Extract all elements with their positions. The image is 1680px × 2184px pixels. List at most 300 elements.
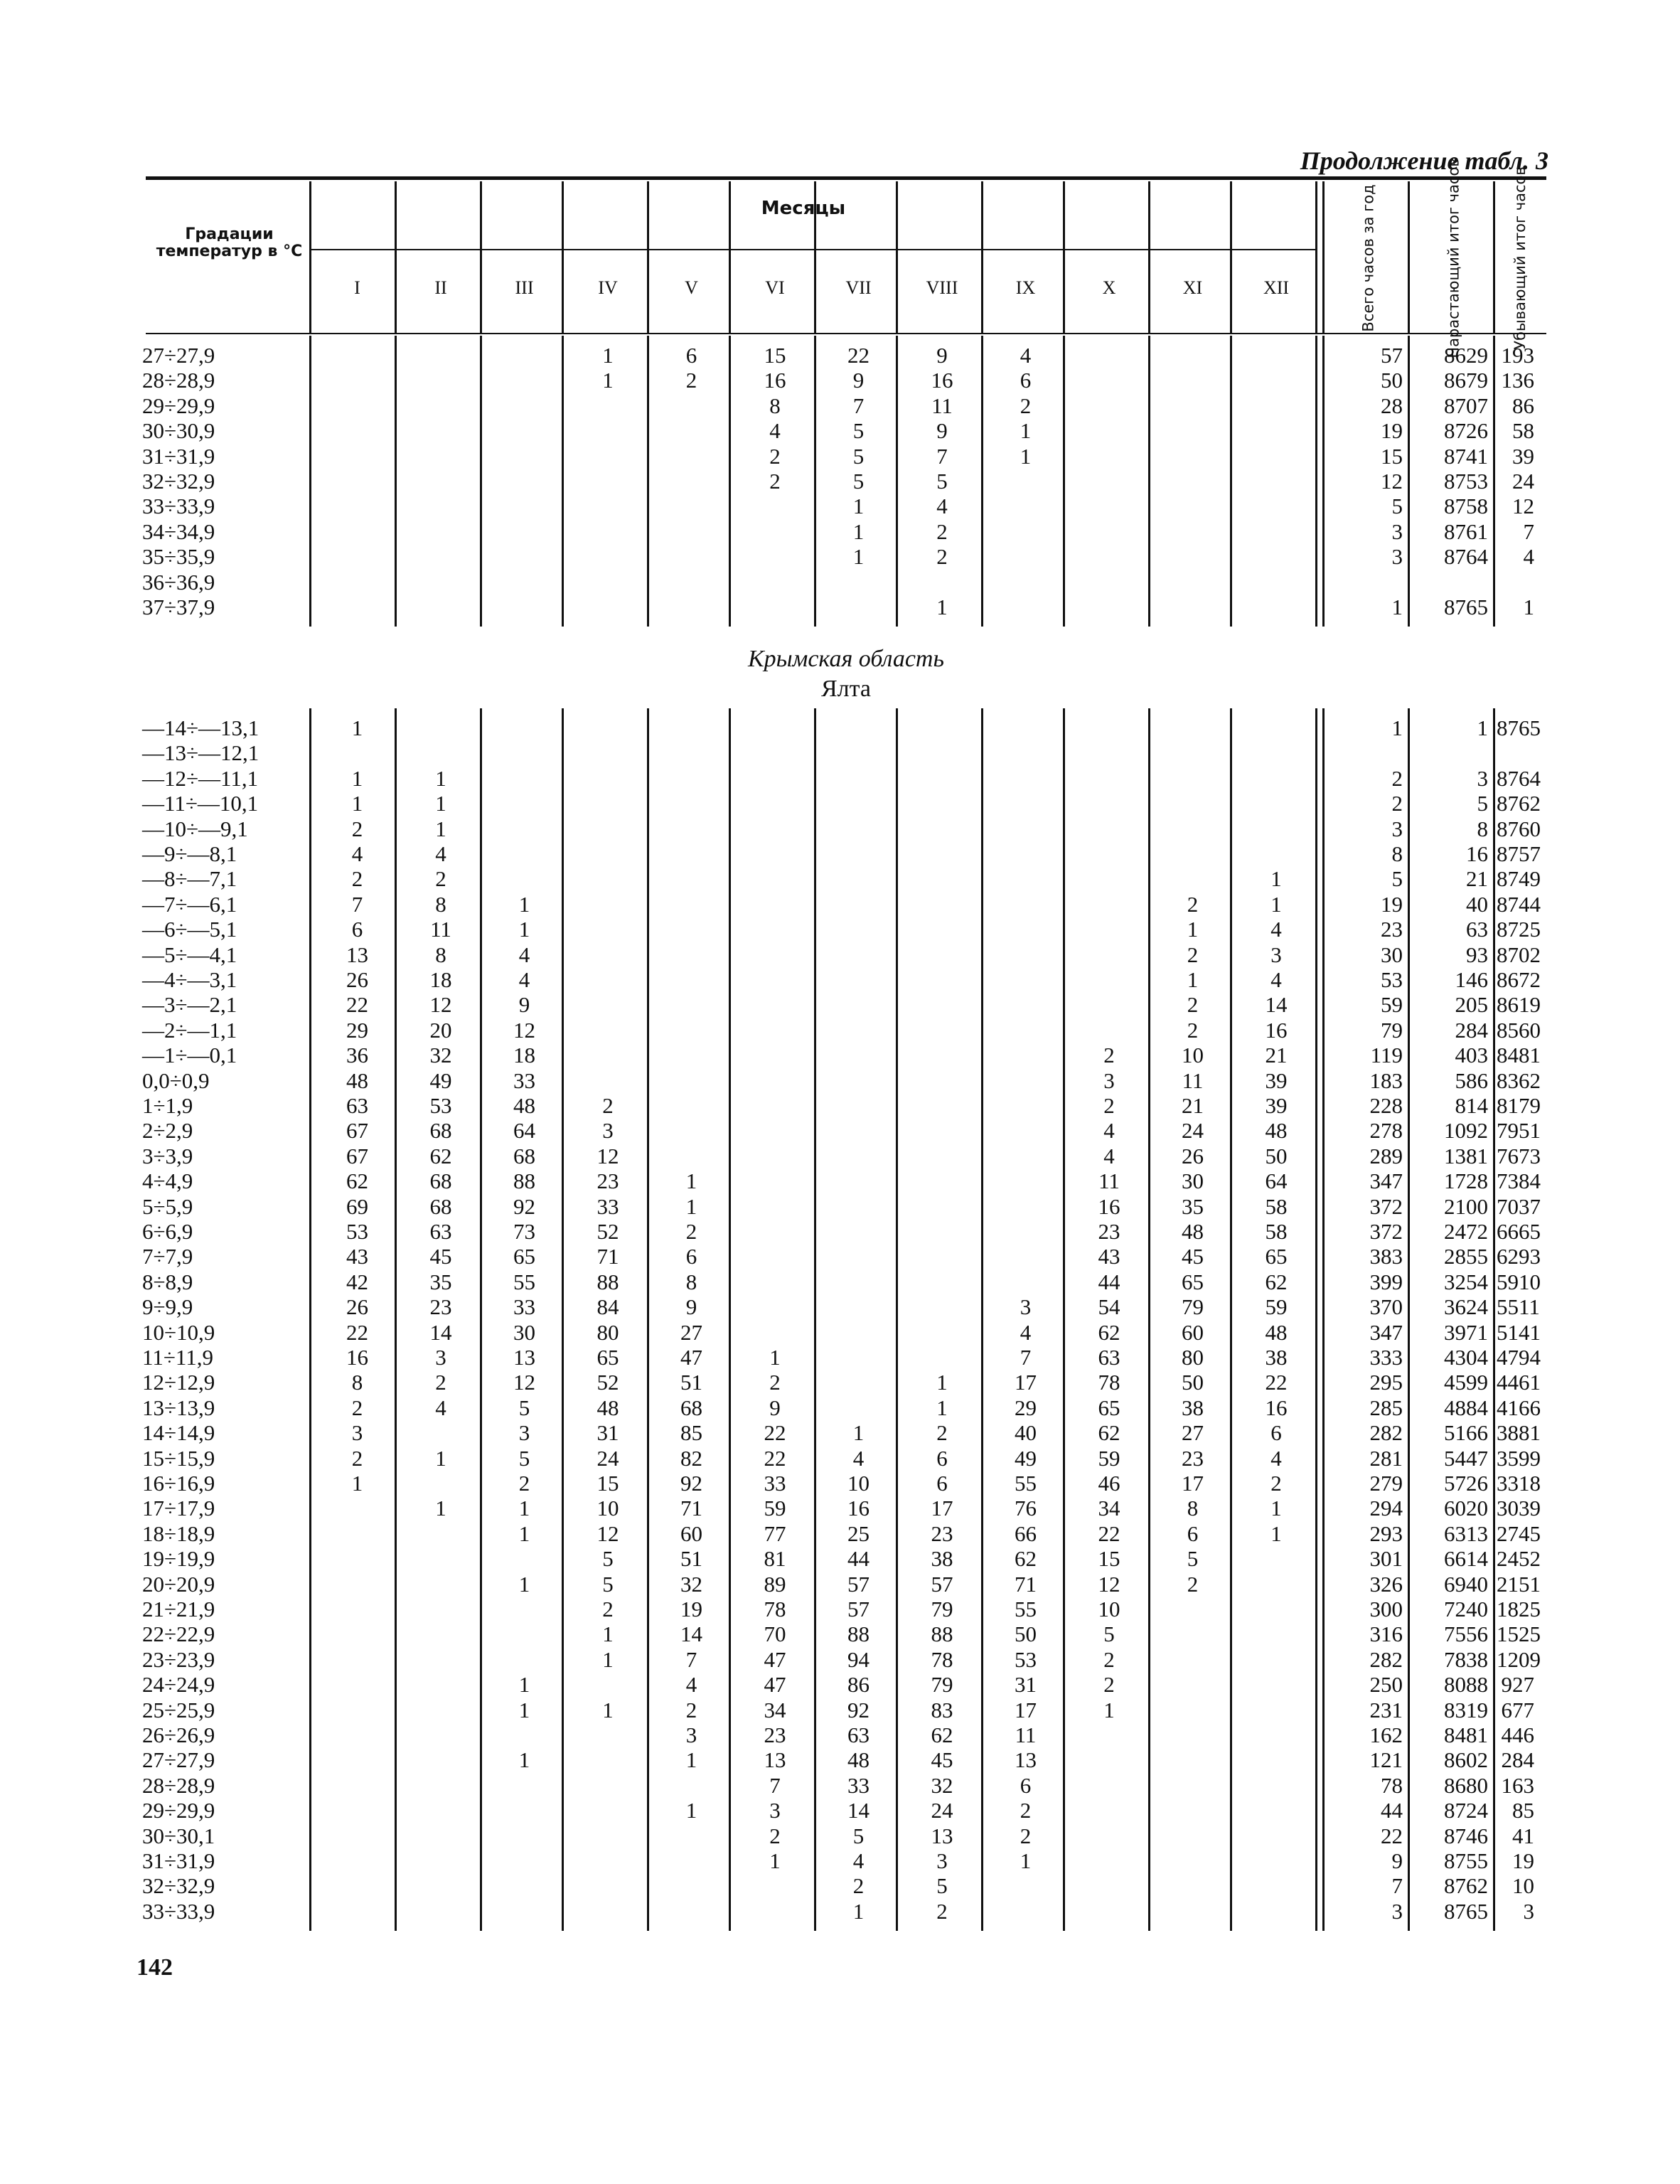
total-cell: 119 — [1370, 1043, 1403, 1068]
gradation-cell: 12÷12,9 — [142, 1370, 215, 1395]
month-value-cell: 3 — [351, 1420, 363, 1446]
cum-cell: 8755 — [1444, 1848, 1488, 1873]
month-value-cell: 76 — [1015, 1496, 1037, 1521]
month-value-cell: 48 — [1265, 1319, 1288, 1345]
month-value-cell — [316, 1798, 398, 1823]
month-value-cell: 2 — [685, 368, 697, 393]
total-cell — [1326, 570, 1403, 595]
dec-cell — [1497, 740, 1534, 765]
cum-cell — [1411, 570, 1488, 595]
month-value-cell — [1152, 715, 1234, 740]
month-value-cell: 18 — [429, 967, 452, 992]
gradation-cell: —7÷—6,1 — [142, 891, 237, 917]
month-value-cell — [316, 343, 398, 368]
gradation-cell: 5÷5,9 — [142, 1193, 193, 1219]
month-value-cell — [732, 1873, 818, 1898]
total-cell: 162 — [1369, 1722, 1403, 1747]
total-cell: 372 — [1369, 1219, 1403, 1244]
month-value-cell: 1 — [351, 791, 363, 816]
dec-cell: 7673 — [1497, 1143, 1541, 1168]
gradation-cell: 30÷30,1 — [142, 1823, 215, 1848]
month-value-cell — [1152, 494, 1234, 518]
dec-cell: 4794 — [1497, 1345, 1541, 1370]
month-value-cell: 47 — [764, 1646, 786, 1672]
month-value-cell: 2 — [1103, 1043, 1115, 1068]
total-cell: 383 — [1369, 1244, 1403, 1269]
month-value-cell — [1066, 444, 1152, 469]
month-value-cell: 78 — [764, 1597, 786, 1621]
month-value-cell — [985, 1068, 1066, 1093]
month-value-cell: 33 — [764, 1471, 786, 1496]
month-value-cell: 71 — [1015, 1571, 1037, 1597]
month-value-cell — [985, 892, 1066, 917]
month-value-cell — [1066, 1747, 1152, 1772]
total-cell: 19 — [1381, 418, 1403, 444]
month-value-cell — [732, 892, 818, 917]
month-value-cell — [1066, 368, 1152, 393]
month-value-cell — [565, 1873, 651, 1898]
month-value-cell — [565, 570, 651, 595]
gradation-cell: 28÷28,9 — [142, 368, 215, 393]
month-value-cell — [985, 1194, 1066, 1219]
month-value-cell — [565, 866, 651, 891]
month-value-cell: 79 — [1182, 1294, 1204, 1320]
month-value-cell — [899, 1320, 985, 1345]
total-cell: 22 — [1381, 1823, 1403, 1848]
month-value-cell: 53 — [346, 1219, 368, 1244]
dec-cell: 3 — [1523, 1898, 1534, 1924]
month-value-cell: 69 — [346, 1193, 368, 1219]
month-value-cell: 2 — [769, 1370, 781, 1395]
month-value-cell: 13 — [764, 1747, 786, 1773]
header-col-divider — [1315, 181, 1317, 334]
month-value-cell — [565, 444, 651, 469]
month-value-cell — [398, 1572, 483, 1597]
month-value-cell — [1234, 368, 1319, 393]
dec-cell: 3039 — [1497, 1496, 1541, 1521]
dec-cell: 4461 — [1497, 1370, 1541, 1395]
month-value-cell — [1234, 418, 1319, 443]
month-value-cell: 2 — [1187, 891, 1199, 917]
month-value-cell — [316, 1597, 398, 1621]
total-cell: 12 — [1381, 469, 1403, 494]
month-value-cell: 89 — [764, 1571, 786, 1597]
dec-cell: 10 — [1512, 1873, 1534, 1899]
month-value-cell — [651, 595, 732, 619]
month-value-cell — [899, 1269, 985, 1294]
dec-cell: 86 — [1512, 393, 1534, 418]
dec-cell: 7037 — [1497, 1193, 1541, 1219]
dec-cell: 8672 — [1497, 967, 1541, 992]
month-value-cell — [899, 967, 985, 992]
month-value-cell — [1152, 519, 1234, 544]
month-value-cell — [732, 1899, 818, 1924]
month-value-cell — [899, 791, 985, 816]
month-value-cell: 7 — [351, 891, 363, 917]
month-value-cell — [398, 1647, 483, 1672]
month-value-cell — [732, 740, 818, 765]
month-value-cell: 14 — [680, 1621, 702, 1647]
month-value-cell: 51 — [680, 1370, 702, 1395]
month-value-cell — [818, 1018, 899, 1043]
dec-cell: 3318 — [1497, 1471, 1541, 1496]
month-value-cell — [483, 791, 565, 816]
month-value-cell — [398, 1848, 483, 1873]
month-value-cell: 32 — [429, 1043, 452, 1068]
month-value-cell — [565, 1823, 651, 1848]
month-value-cell: 1 — [852, 544, 865, 570]
total-cell: 347 — [1369, 1319, 1403, 1345]
month-value-cell — [651, 1823, 732, 1848]
gradation-cell: 24÷24,9 — [142, 1672, 215, 1698]
month-value-cell: 8 — [685, 1269, 697, 1294]
month-value-cell — [1152, 791, 1234, 816]
month-value-cell — [985, 1043, 1066, 1067]
month-value-cell — [1234, 444, 1319, 469]
month-value-cell — [732, 1294, 818, 1319]
month-value-cell — [1066, 866, 1152, 891]
month-value-cell — [985, 1244, 1066, 1269]
month-value-cell: 2 — [1187, 1571, 1199, 1597]
month-value-cell: 22 — [847, 343, 870, 368]
month-value-cell — [899, 1043, 985, 1067]
month-value-cell — [1066, 1798, 1152, 1823]
dec-cell: 5511 — [1497, 1294, 1540, 1320]
month-header: XI — [1182, 277, 1203, 298]
month-value-cell: 2 — [1020, 393, 1032, 418]
month-value-cell — [1152, 570, 1234, 595]
gradation-cell: —8÷—7,1 — [142, 866, 237, 892]
month-value-cell: 16 — [1098, 1193, 1120, 1219]
month-value-cell — [985, 766, 1066, 791]
month-value-cell — [985, 469, 1066, 494]
month-value-cell — [1066, 1773, 1152, 1798]
month-value-cell — [565, 992, 651, 1017]
dec-cell: 8481 — [1497, 1043, 1541, 1068]
month-value-cell — [1066, 393, 1152, 418]
gradation-cell: 0,0÷0,9 — [142, 1067, 210, 1093]
month-value-cell: 8 — [1187, 1496, 1199, 1521]
total-cell: 1 — [1391, 715, 1403, 740]
month-value-cell — [483, 393, 565, 418]
month-value-cell: 4 — [852, 1445, 865, 1471]
month-value-cell: 14 — [1265, 992, 1288, 1018]
month-value-cell: 4 — [351, 841, 363, 866]
cum-cell: 8746 — [1444, 1823, 1488, 1848]
col-divider — [1408, 336, 1410, 627]
month-value-cell — [818, 1244, 899, 1269]
month-value-cell: 14 — [429, 1319, 452, 1345]
month-value-cell — [483, 1798, 565, 1823]
month-value-cell: 33 — [596, 1193, 619, 1219]
dec-cell: 163 — [1501, 1772, 1534, 1798]
dec-cell: 1209 — [1497, 1646, 1541, 1672]
decreasing-header-text: Убывающий итог часов — [1511, 166, 1529, 350]
month-value-cell — [1234, 1899, 1319, 1924]
month-value-cell — [1234, 1798, 1319, 1823]
cum-cell: 2472 — [1444, 1219, 1488, 1244]
month-value-cell — [985, 494, 1066, 518]
month-value-cell: 17 — [931, 1496, 953, 1521]
month-value-cell: 1 — [351, 1471, 363, 1496]
month-value-cell — [899, 1168, 985, 1193]
month-value-cell — [899, 1144, 985, 1168]
month-value-cell — [1152, 1798, 1234, 1823]
month-value-cell: 32 — [680, 1571, 702, 1597]
month-value-cell: 4 — [1270, 967, 1282, 992]
month-value-cell: 1 — [1270, 1496, 1282, 1521]
month-value-cell: 39 — [1265, 1067, 1288, 1093]
gradation-cell: 27÷27,9 — [142, 343, 215, 368]
month-value-cell — [1066, 917, 1152, 942]
dec-cell: 8179 — [1497, 1093, 1541, 1118]
month-value-cell: 65 — [596, 1345, 619, 1370]
month-value-cell: 23 — [596, 1168, 619, 1194]
month-value-cell — [398, 740, 483, 765]
month-value-cell — [316, 418, 398, 443]
dec-cell: 39 — [1512, 443, 1534, 469]
month-value-cell: 3 — [518, 1420, 530, 1446]
month-value-cell — [1234, 595, 1319, 619]
month-value-cell: 62 — [931, 1722, 953, 1747]
month-value-cell: 83 — [931, 1697, 953, 1722]
dec-cell: 1 — [1523, 595, 1534, 619]
month-value-cell — [565, 1018, 651, 1043]
month-value-cell — [398, 418, 483, 443]
month-value-cell — [899, 1294, 985, 1319]
gradation-cell: 23÷23,9 — [142, 1646, 215, 1672]
gradation-cell: 35÷35,9 — [142, 544, 215, 570]
month-value-cell — [818, 1068, 899, 1093]
month-value-cell: 79 — [931, 1672, 953, 1698]
month-value-cell — [899, 570, 985, 595]
month-value-cell: 25 — [847, 1520, 870, 1546]
gradation-cell: —5÷—4,1 — [142, 942, 237, 967]
month-value-cell: 67 — [346, 1118, 368, 1144]
gradation-cell: 18÷18,9 — [142, 1520, 215, 1546]
month-value-cell: 92 — [847, 1697, 870, 1722]
cum-cell — [1411, 740, 1488, 765]
month-value-cell: 4 — [1103, 1143, 1115, 1168]
cum-cell: 1728 — [1444, 1168, 1488, 1194]
month-value-cell: 5 — [1103, 1621, 1115, 1647]
month-value-cell: 26 — [346, 967, 368, 992]
month-value-cell — [398, 570, 483, 595]
month-value-cell — [1234, 1672, 1319, 1697]
month-value-cell — [1152, 1722, 1234, 1747]
gradation-cell: 4÷4,9 — [142, 1168, 193, 1194]
month-value-cell: 10 — [1098, 1597, 1120, 1621]
month-value-cell — [732, 1093, 818, 1118]
month-value-cell — [1234, 544, 1319, 569]
total-cell: 372 — [1369, 1193, 1403, 1219]
month-value-cell: 22 — [764, 1420, 786, 1446]
months-header: Месяцы — [761, 198, 846, 219]
header-col-divider — [1322, 181, 1325, 334]
cum-cell: 586 — [1455, 1067, 1488, 1093]
month-value-cell: 62 — [1098, 1319, 1120, 1345]
month-value-cell — [316, 1873, 398, 1898]
month-value-cell: 13 — [931, 1823, 953, 1848]
month-value-cell — [1066, 595, 1152, 619]
month-value-cell: 53 — [1015, 1646, 1037, 1672]
month-value-cell — [985, 1269, 1066, 1294]
month-value-cell: 80 — [1182, 1345, 1204, 1370]
month-value-cell: 1 — [936, 1395, 948, 1420]
dec-cell: 24 — [1512, 469, 1534, 494]
month-value-cell — [651, 1068, 732, 1093]
month-value-cell: 62 — [1265, 1269, 1288, 1294]
cum-cell: 8758 — [1444, 494, 1488, 519]
month-value-cell — [316, 368, 398, 393]
month-value-cell — [818, 740, 899, 765]
month-value-cell: 55 — [1015, 1597, 1037, 1621]
month-value-cell — [985, 917, 1066, 942]
cum-cell: 6614 — [1444, 1546, 1488, 1572]
gradation-cell: 20÷20,9 — [142, 1571, 215, 1597]
month-value-cell — [398, 1672, 483, 1697]
month-value-cell: 4 — [685, 1672, 697, 1698]
month-value-cell — [483, 343, 565, 368]
month-value-cell: 1 — [602, 1697, 614, 1722]
month-value-cell: 47 — [764, 1672, 786, 1698]
month-value-cell: 11 — [1015, 1722, 1037, 1747]
month-value-cell: 68 — [429, 1193, 452, 1219]
month-value-cell — [818, 1370, 899, 1395]
month-value-cell: 19 — [680, 1597, 702, 1621]
cum-cell: 8724 — [1444, 1798, 1488, 1823]
month-value-cell: 7 — [1020, 1345, 1032, 1370]
month-value-cell — [1152, 1597, 1234, 1621]
month-value-cell — [899, 1018, 985, 1043]
month-value-cell: 59 — [1265, 1294, 1288, 1320]
month-value-cell — [1152, 1672, 1234, 1697]
month-value-cell: 16 — [346, 1345, 368, 1370]
month-value-cell — [985, 942, 1066, 967]
month-value-cell — [651, 1873, 732, 1898]
month-value-cell: 4 — [518, 967, 530, 992]
month-value-cell: 31 — [596, 1420, 619, 1446]
month-value-cell: 4 — [1270, 1445, 1282, 1471]
month-value-cell: 81 — [764, 1546, 786, 1572]
month-value-cell — [316, 1572, 398, 1597]
month-value-cell — [316, 469, 398, 494]
month-value-cell — [1234, 469, 1319, 494]
month-value-cell: 52 — [596, 1219, 619, 1244]
month-value-cell: 10 — [596, 1496, 619, 1521]
month-value-cell — [1066, 816, 1152, 841]
month-value-cell — [398, 595, 483, 619]
gradation-cell: 33÷33,9 — [142, 1898, 215, 1924]
total-cell: 15 — [1381, 443, 1403, 469]
dec-cell: 7384 — [1497, 1168, 1541, 1194]
month-value-cell: 55 — [1015, 1471, 1037, 1496]
dec-cell: 8760 — [1497, 816, 1541, 841]
month-value-cell: 64 — [513, 1118, 535, 1144]
month-value-cell — [483, 1873, 565, 1898]
month-value-cell — [483, 715, 565, 740]
month-value-cell: 3 — [435, 1345, 446, 1370]
month-value-cell: 30 — [1182, 1168, 1204, 1194]
dec-cell: 19 — [1512, 1848, 1534, 1873]
cum-cell: 3624 — [1444, 1294, 1488, 1320]
month-value-cell — [899, 740, 985, 765]
month-value-cell: 2 — [936, 1420, 948, 1446]
month-value-cell: 27 — [1182, 1420, 1204, 1446]
month-value-cell: 23 — [931, 1520, 953, 1546]
month-value-cell — [985, 866, 1066, 891]
total-cell: 9 — [1391, 1848, 1403, 1873]
month-value-cell: 26 — [1182, 1143, 1204, 1168]
month-value-cell: 1 — [1020, 443, 1032, 469]
month-value-cell — [985, 570, 1066, 595]
month-value-cell — [732, 1068, 818, 1093]
month-value-cell — [818, 595, 899, 619]
month-value-cell — [483, 1773, 565, 1798]
total-cell: 295 — [1369, 1370, 1403, 1395]
month-value-cell — [1234, 715, 1319, 740]
month-value-cell: 1 — [518, 1697, 530, 1722]
month-value-cell: 15 — [764, 343, 786, 368]
month-value-cell: 24 — [931, 1798, 953, 1823]
top-rule — [146, 176, 1546, 180]
month-value-cell — [483, 740, 565, 765]
month-value-cell — [985, 1118, 1066, 1143]
month-value-cell — [565, 740, 651, 765]
month-value-cell — [398, 444, 483, 469]
month-value-cell: 11 — [430, 917, 451, 942]
month-value-cell: 70 — [764, 1621, 786, 1647]
month-value-cell — [565, 519, 651, 544]
month-value-cell: 88 — [596, 1269, 619, 1294]
cum-cell: 205 — [1455, 992, 1488, 1018]
total-cell: 5 — [1391, 494, 1403, 519]
month-value-cell: 57 — [847, 1571, 870, 1597]
month-value-cell — [818, 917, 899, 942]
month-value-cell: 40 — [1015, 1420, 1037, 1446]
month-value-cell: 16 — [847, 1496, 870, 1521]
month-value-cell: 4 — [1020, 343, 1032, 368]
cum-cell: 7838 — [1444, 1646, 1488, 1672]
month-value-cell — [483, 766, 565, 791]
total-cell: 326 — [1369, 1571, 1403, 1597]
month-value-cell — [1066, 740, 1152, 765]
total-cell: 3 — [1391, 518, 1403, 544]
month-value-cell — [899, 1219, 985, 1244]
month-header: III — [515, 277, 534, 298]
month-value-cell: 65 — [513, 1244, 535, 1269]
month-value-cell — [483, 519, 565, 544]
month-value-cell — [398, 1471, 483, 1496]
month-value-cell: 15 — [596, 1471, 619, 1496]
total-cell: 28 — [1381, 393, 1403, 418]
dec-cell: 8762 — [1497, 791, 1541, 816]
month-value-cell: 30 — [513, 1319, 535, 1345]
month-value-cell: 3 — [1103, 1067, 1115, 1093]
month-value-cell: 16 — [764, 368, 786, 393]
cum-cell: 3 — [1477, 765, 1488, 791]
month-value-cell — [732, 519, 818, 544]
month-value-cell: 12 — [1098, 1571, 1120, 1597]
cum-cell: 8680 — [1444, 1772, 1488, 1798]
month-value-cell — [651, 570, 732, 595]
month-value-cell: 1 — [351, 765, 363, 791]
month-value-cell: 5 — [602, 1546, 614, 1572]
month-value-cell — [565, 1848, 651, 1873]
month-value-cell — [1234, 1823, 1319, 1848]
month-value-cell: 20 — [429, 1017, 452, 1043]
total-cell: 3 — [1391, 816, 1403, 841]
